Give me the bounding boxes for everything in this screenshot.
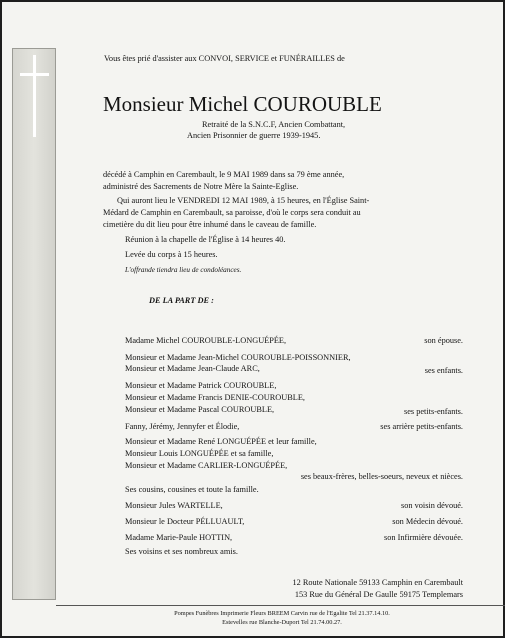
- family-relation: son épouse.: [424, 336, 463, 345]
- service-line-3: cimetière du dit lieu pour être inhumé dans le caveau de famille.: [103, 220, 317, 229]
- family-name: Monsieur Jules WARTELLE,: [125, 501, 223, 510]
- departure-line: Levée du corps à 15 heures.: [125, 250, 218, 259]
- family-relation: ses arrière petits-enfants.: [380, 422, 463, 431]
- cross-icon: [33, 55, 36, 137]
- printer-line-2: Estevelles rue Blanche-Duport Tel 21.74.00.27.: [222, 619, 342, 626]
- family-relation: son Médecin dévoué.: [392, 517, 463, 526]
- family-name: Monsieur et Madame Jean-Michel COUROUBLE-POISSONNIER,: [125, 353, 351, 362]
- family-relation: ses petits-enfants.: [404, 407, 463, 416]
- family-name: Madame Marie-Paule HOTTIN,: [125, 533, 233, 542]
- family-name: Monsieur et Madame Francis DENIE-COUROUBLE,: [125, 393, 305, 402]
- address-line-1: 12 Route Nationale 59133 Camphin en Carembault: [292, 578, 463, 587]
- family-name: Monsieur Louis LONGUÉPÉE et sa famille,: [125, 449, 274, 458]
- death-line-2: administré des Sacrements de Notre Mère la Sainte-Eglise.: [103, 182, 299, 191]
- address-line-2: 153 Rue du Général De Gaulle 59175 Templemars: [294, 590, 463, 599]
- invitation-line: Vous êtes prié d'assister aux CONVOI, SERVICE et FUNÉRAILLES de: [104, 54, 345, 63]
- cross-icon-bar: [20, 73, 49, 76]
- family-name: Monsieur et Madame Jean-Claude ARC,: [125, 364, 260, 373]
- deceased-name: Monsieur Michel COUROUBLE: [103, 92, 382, 116]
- printer-line-1: Pompes Funèbres Imprimerie Fleurs BREEM Carvin rue de l'Egalite Tel 21.37.14.10.: [174, 610, 390, 617]
- family-relation: ses enfants.: [424, 366, 463, 375]
- family-relation: son voisin dévoué.: [401, 501, 463, 510]
- offering-line: L'offrande tiendra lieu de condoléances.: [125, 266, 242, 274]
- family-relation: ses beaux-frères, belles-soeurs, neveux et nièces.: [300, 472, 463, 481]
- from-heading: DE LA PART DE :: [149, 296, 214, 305]
- role-line-2: Ancien Prisonnier de guerre 1939-1945.: [187, 131, 321, 140]
- family-name: Ses voisins et ses nombreux amis.: [125, 547, 238, 556]
- family-name: Fanny, Jérémy, Jennyfer et Élodie,: [125, 422, 240, 431]
- family-name: Monsieur le Docteur PÉLLUAULT,: [125, 517, 245, 526]
- family-name: Monsieur et Madame René LONGUÉPÉE et leur famille,: [125, 437, 317, 446]
- memorial-band: [12, 48, 56, 600]
- family-name: Monsieur et Madame CARLIER-LONGUÉPÉE,: [125, 461, 288, 470]
- footer-divider: [56, 605, 505, 606]
- family-name: Ses cousins, cousines et toute la famille.: [125, 485, 259, 494]
- service-line-1: Qui auront lieu le VENDREDI 12 MAI 1989, à 15 heures, en l'Église Saint-: [117, 196, 370, 205]
- family-name: Monsieur et Madame Patrick COUROUBLE,: [125, 381, 277, 390]
- family-name: Monsieur et Madame Pascal COUROUBLE,: [125, 405, 275, 414]
- family-relation: son Infirmière dévouée.: [383, 533, 463, 542]
- death-line-1: décédé à Camphin en Carembault, le 9 MAI 1989 dans sa 79 ème année,: [103, 170, 345, 179]
- gathering-line: Réunion à la chapelle de l'Église à 14 heures 40.: [125, 235, 286, 244]
- service-line-2: Médard de Camphin en Carembault, sa paroisse, d'où le corps sera conduit au: [103, 208, 361, 217]
- family-name: Madame Michel COUROUBLE-LONGUÉPÉE,: [125, 336, 287, 345]
- role-line-1: Retraité de la S.N.C.F, Ancien Combattant,: [202, 120, 346, 129]
